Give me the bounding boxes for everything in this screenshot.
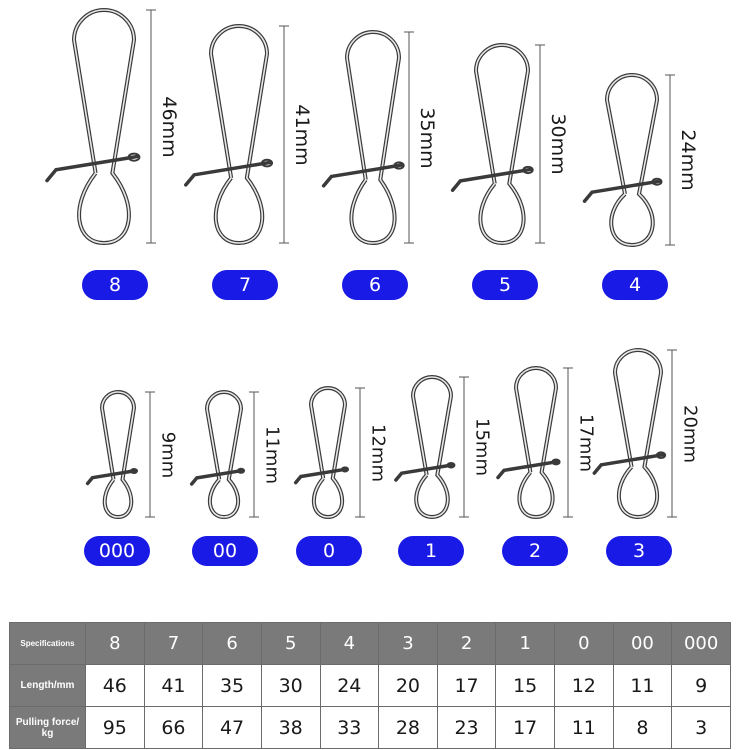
length-cell: 17 — [437, 665, 496, 707]
pulling-force-row — [10, 707, 731, 749]
spec-table — [9, 622, 731, 749]
clip-size-badge: 0 — [296, 536, 362, 566]
force-cell: 11 — [555, 707, 614, 749]
clip-size-badge: 7 — [212, 270, 278, 300]
force-cell: 38 — [261, 707, 320, 749]
size-header-cell: 000 — [672, 623, 731, 665]
clip-length-label: 41mm — [291, 103, 313, 166]
size-header-cell: 8 — [86, 623, 145, 665]
length-cell: 24 — [320, 665, 379, 707]
clip-size-badge: 00 — [192, 536, 258, 566]
size-header-cell: 3 — [379, 623, 438, 665]
clip-size-badge: 000 — [84, 536, 150, 566]
size-header-cell: 7 — [144, 623, 203, 665]
force-cell: 33 — [320, 707, 379, 749]
length-cell: 46 — [86, 665, 145, 707]
clip-wire-outline — [615, 350, 661, 517]
length-cell: 12 — [555, 665, 614, 707]
force-cell: 95 — [86, 707, 145, 749]
clip-size-badge: 8 — [82, 270, 148, 300]
force-cell: 3 — [672, 707, 731, 749]
force-cell: 47 — [203, 707, 262, 749]
length-cell: 30 — [261, 665, 320, 707]
spec-header-label: Specifications — [10, 623, 86, 665]
length-cell: 20 — [379, 665, 438, 707]
size-header-cell: 5 — [261, 623, 320, 665]
clip-length-label: 46mm — [158, 95, 180, 158]
force-cell: 28 — [379, 707, 438, 749]
clip-length-label: 20mm — [679, 404, 701, 463]
size-header-cell: 6 — [203, 623, 262, 665]
force-cell: 66 — [144, 707, 203, 749]
length-cell: 11 — [613, 665, 672, 707]
length-cell: 41 — [144, 665, 203, 707]
size-header-row — [10, 623, 731, 665]
size-header-cell: 1 — [496, 623, 555, 665]
size-header-cell: 4 — [320, 623, 379, 665]
clip-size-badge: 2 — [502, 536, 568, 566]
clip-length-label: 9mm — [157, 431, 179, 478]
clip-length-label: 24mm — [677, 129, 699, 191]
length-cell: 35 — [203, 665, 262, 707]
clip-size-badge: 6 — [342, 270, 408, 300]
clip-size-badge: 4 — [602, 270, 668, 300]
clip-length-label: 17mm — [575, 413, 597, 472]
clip-length-label: 35mm — [416, 106, 438, 169]
force-cell: 8 — [613, 707, 672, 749]
dimension-line — [667, 350, 677, 517]
pulling-force-row-label: Pulling force/ kg — [10, 707, 86, 749]
clip-length-label: 30mm — [547, 113, 569, 175]
force-cell: 17 — [496, 707, 555, 749]
clip-length-label: 11mm — [261, 425, 283, 484]
size-header-cell: 00 — [613, 623, 672, 665]
length-row-label: Length/mm — [10, 665, 86, 707]
clip-wire-highlight — [615, 350, 661, 517]
force-cell: 23 — [437, 707, 496, 749]
clip-size-badge: 3 — [606, 536, 672, 566]
length-row — [10, 665, 731, 707]
clip-size-badge: 5 — [472, 270, 538, 300]
clip-length-label: 15mm — [471, 418, 493, 476]
length-cell: 9 — [672, 665, 731, 707]
length-cell: 15 — [496, 665, 555, 707]
clip-length-label: 12mm — [367, 423, 389, 482]
size-header-cell: 0 — [555, 623, 614, 665]
size-header-cell: 2 — [437, 623, 496, 665]
clip-size-badge: 1 — [398, 536, 464, 566]
